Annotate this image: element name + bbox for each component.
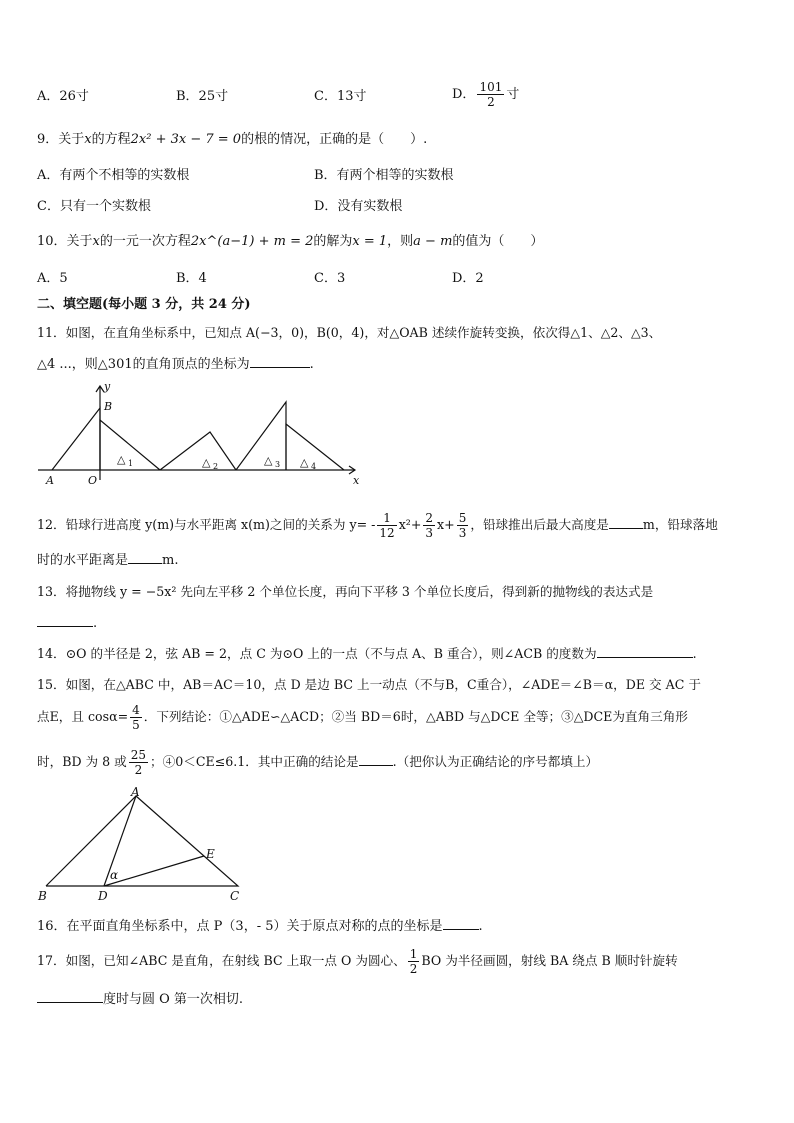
q15-line3-mid: ；④0＜CE≤6.1．其中正确的结论是 bbox=[150, 754, 359, 769]
q17-pre: 17．如图，已知∠ABC 是直角，在射线 BC 上取一点 O 为圆心、 bbox=[37, 953, 406, 968]
q10-option-d: D．2 bbox=[452, 271, 484, 286]
q12-frac2-den: 3 bbox=[425, 526, 434, 540]
q12-pre: 12．铅球行进高度 y(m)与水平距离 x(m)之间的关系为 y= - bbox=[37, 517, 376, 532]
q9-var: x bbox=[84, 132, 92, 147]
q17-line2-post: 度时与圆 O 第一次相切. bbox=[103, 992, 244, 1007]
q12-line2-pre: 时的水平距离是 bbox=[37, 553, 129, 568]
q14-answer-blank bbox=[597, 645, 693, 658]
q9-option-c: C．只有一个实数根 bbox=[37, 199, 151, 214]
q13-line2-post: . bbox=[93, 616, 98, 631]
q8-d-fraction bbox=[477, 80, 504, 109]
q13-answer-blank bbox=[37, 614, 93, 627]
q11-line1: 11．如图，在直角坐标系中，已知点 A(−3，0)，B(0，4)，对△OAB 述续作旋转变换，依次得△1、△2、△3、 bbox=[37, 325, 662, 340]
fig2-label-c: C bbox=[230, 889, 240, 903]
q10-option-b: B．4 bbox=[176, 271, 207, 286]
q13-line2 bbox=[37, 614, 97, 633]
q8-option-d bbox=[452, 80, 519, 109]
q17-frac-num: 1 bbox=[409, 947, 418, 961]
fig1-triangle-oab bbox=[52, 408, 100, 470]
q12-frac1 bbox=[377, 511, 396, 540]
q8-d-num: 101 bbox=[479, 80, 503, 94]
fig2-label-d: D bbox=[98, 889, 108, 903]
q9-option-a: A．有两个不相等的实数根 bbox=[37, 168, 190, 183]
q8-option-a: A．26寸 bbox=[37, 89, 89, 104]
fig1-tri4-label: △ bbox=[300, 456, 309, 469]
q10-mid2: 的解为 bbox=[313, 234, 353, 249]
q12-frac3 bbox=[457, 511, 469, 540]
q9-pre: 9．关于 bbox=[37, 132, 85, 147]
q14-line bbox=[37, 645, 697, 663]
fig2-segment-ad bbox=[104, 796, 136, 886]
q15-answer-blank bbox=[359, 753, 393, 766]
q12-blank-height bbox=[609, 516, 643, 529]
fig1-o-label: O bbox=[88, 474, 98, 487]
q15-line3-pre: 时，BD 为 8 或 bbox=[37, 754, 127, 769]
q10-solution: x = 1 bbox=[352, 234, 388, 249]
q17-post: BO 为半径画圆，射线 BA 绕点 B 顺时针旋转 bbox=[421, 953, 678, 968]
q17-line1 bbox=[37, 944, 678, 978]
q10-option-a: A．5 bbox=[37, 271, 68, 286]
q11-line2 bbox=[37, 355, 314, 374]
q17-line2 bbox=[37, 990, 243, 1009]
q10-equation: 2x^(a−1) + m = 2 bbox=[190, 234, 314, 249]
q12-blank-distance bbox=[128, 551, 162, 564]
q12-frac1-num: 1 bbox=[377, 511, 396, 526]
q17-frac-den: 2 bbox=[409, 962, 418, 976]
fig2-label-alpha: α bbox=[110, 868, 119, 882]
q9-post: 的根的情况，正确的是（ ）. bbox=[241, 132, 428, 147]
q11-line2-post: . bbox=[309, 357, 314, 372]
q10-option-c: C．3 bbox=[314, 271, 346, 286]
q12-frac2 bbox=[423, 511, 435, 540]
q10-stem bbox=[37, 233, 543, 251]
q16-line bbox=[37, 917, 483, 936]
fig1-tri3-label: △ bbox=[264, 454, 273, 467]
fig1-tri1-sub: 1 bbox=[128, 459, 134, 468]
q17-answer-blank bbox=[37, 990, 103, 1003]
q12-line1 bbox=[37, 508, 718, 542]
fig2-label-b: B bbox=[38, 889, 47, 903]
q15-line3 bbox=[37, 745, 598, 779]
q13-line1: 13．将抛物线 y = −5x² 先向左平移 2 个单位长度，再向下平移 3 个单位长度后，得到新的抛物线的表达式是 bbox=[37, 584, 654, 599]
q15-cos-den: 5 bbox=[132, 718, 140, 732]
q15-line1: 15．如图，在△ABC 中，AB＝AC＝10，点 D 是边 BC 上一动点（不与B，C重合），∠ADE＝∠B＝α，DE 交 AC 于 bbox=[37, 677, 701, 692]
q15-bd-fraction bbox=[129, 748, 148, 777]
fig1-tri4-sub: 4 bbox=[311, 462, 317, 471]
q9-option-b: B．有两个相等的实数根 bbox=[314, 168, 454, 183]
q12-line2 bbox=[37, 551, 178, 570]
q9-mid: 的方程 bbox=[91, 132, 131, 147]
q15-bd-den: 2 bbox=[134, 763, 143, 777]
fig1-tri1-label: △ bbox=[117, 453, 126, 466]
q17-fraction bbox=[408, 947, 420, 976]
fig1-b-label: B bbox=[104, 400, 113, 413]
q15-line2-post: ．下列结论：①△ADE∽△ACD；②当 BD＝6时，△ABD 与△DCE 全等；③△DCE为直角三角形 bbox=[143, 709, 688, 724]
q16-post: . bbox=[478, 919, 483, 934]
q12-post2: m，铅球落地 bbox=[642, 517, 718, 532]
fig1-y-label: y bbox=[104, 380, 111, 393]
q16-answer-blank bbox=[443, 917, 479, 930]
figure-triangle-abc bbox=[30, 784, 250, 906]
fig2-label-e: E bbox=[206, 847, 215, 861]
q15-cos-fraction bbox=[130, 703, 142, 732]
q12-term2: x+ bbox=[437, 517, 455, 532]
q12-frac3-den: 3 bbox=[458, 526, 467, 540]
q10-mid3: ，则 bbox=[387, 234, 414, 249]
q12-post: ，铅球推出后最大高度是 bbox=[470, 517, 609, 532]
q14-text: 14．⊙O 的半径是 2，弦 AB = 2，点 C 为⊙O 上的一点（不与点 A、B 重合），则∠ACB 的度数为 bbox=[37, 646, 597, 661]
q16-pre: 16．在平面直角坐标系中，点 P（3，- 5）关于原点对称的点的坐标是 bbox=[37, 919, 443, 934]
section-heading: 二、填空题(每小题 3 分，共 24 分) bbox=[37, 297, 251, 312]
q14-end: . bbox=[692, 646, 697, 661]
q15-cos-num: 4 bbox=[132, 703, 140, 717]
q15-line3-post: .（把你认为正确结论的序号都填上） bbox=[392, 754, 599, 769]
fig1-tri2-sub: 2 bbox=[213, 462, 219, 471]
q15-line2-pre: 点E，且 cosα= bbox=[37, 709, 129, 724]
q15-line2 bbox=[37, 700, 688, 734]
q10-pre: 10．关于 bbox=[37, 234, 93, 249]
q8-d-den: 2 bbox=[487, 95, 495, 109]
q8-option-c: C．13寸 bbox=[314, 89, 367, 104]
q9-stem bbox=[37, 131, 427, 149]
q10-post: 的值为（ ） bbox=[452, 234, 544, 249]
q12-frac3-num: 5 bbox=[458, 511, 467, 525]
q12-term1: x²+ bbox=[398, 517, 422, 532]
fig1-a-label: A bbox=[46, 474, 54, 487]
fig1-x-label: x bbox=[353, 474, 360, 487]
fig2-segment-de bbox=[104, 856, 204, 886]
q10-var: x bbox=[92, 234, 100, 249]
q11-answer-blank bbox=[250, 355, 310, 368]
q12-line2-post: m. bbox=[162, 553, 179, 568]
q10-mid: 的一元一次方程 bbox=[99, 234, 191, 249]
fig1-tri2-label: △ bbox=[202, 456, 211, 469]
q8-option-b: B．25寸 bbox=[176, 89, 229, 104]
q9-equation: 2x² + 3x − 7 = 0 bbox=[130, 132, 242, 147]
q11-line2-pre: △4 ...，则△301的直角顶点的坐标为 bbox=[37, 357, 250, 372]
fig2-triangle-abc bbox=[46, 796, 238, 886]
fig1-triangle-2 bbox=[160, 432, 236, 470]
q8-d-prefix: D． bbox=[452, 87, 476, 102]
q9-option-d: D．没有实数根 bbox=[314, 199, 403, 214]
fig2-label-a: A bbox=[131, 785, 140, 799]
q15-bd-num: 25 bbox=[130, 748, 147, 762]
figure-rotation-triangles bbox=[30, 380, 370, 492]
fig1-tri3-sub: 3 bbox=[275, 460, 281, 469]
q12-frac1-den: 12 bbox=[379, 526, 395, 540]
q12-frac2-num: 2 bbox=[425, 511, 434, 525]
q8-d-suffix: 寸 bbox=[506, 87, 520, 102]
q10-expression: a − m bbox=[413, 234, 453, 249]
